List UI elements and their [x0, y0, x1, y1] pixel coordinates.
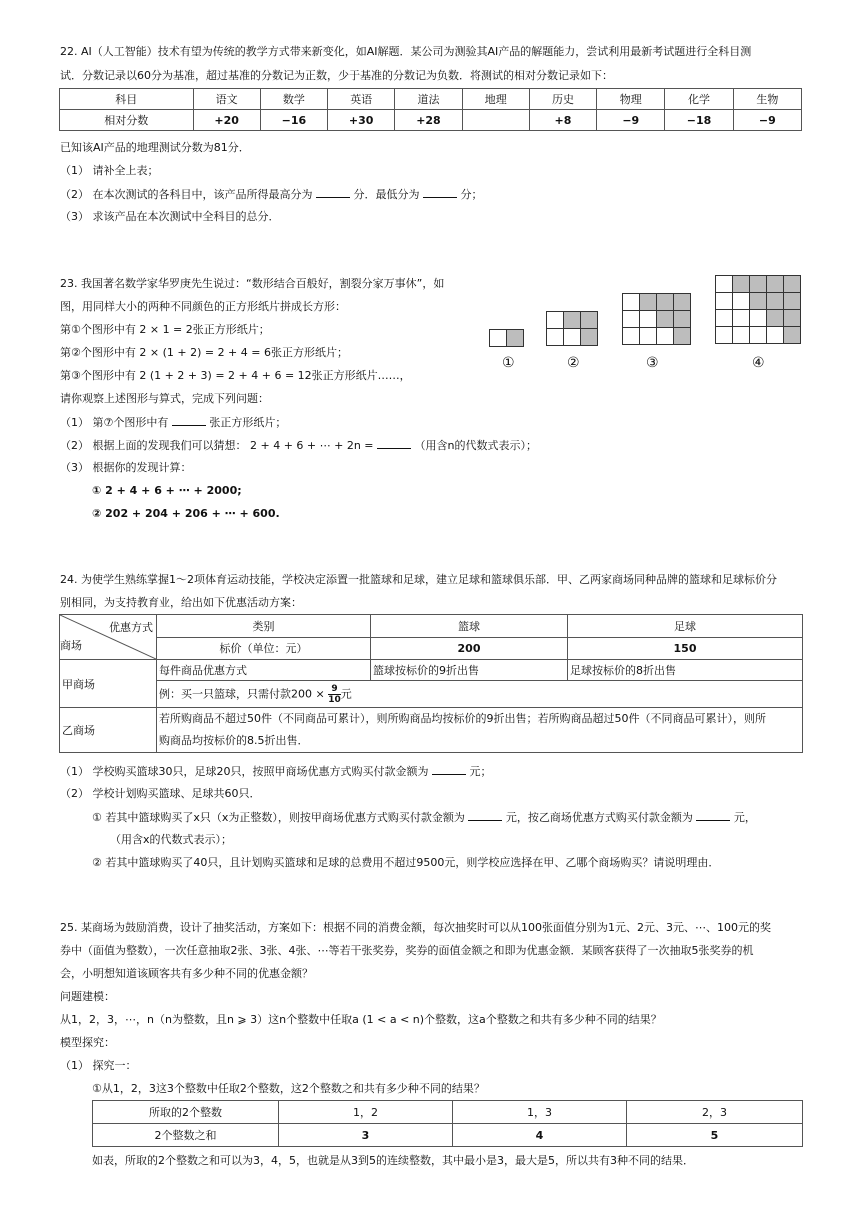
q23-part1-text-a: （1） 第⑦个图形中有 — [60, 416, 169, 429]
table-cell: +8 — [529, 110, 596, 131]
q25-stem-line2: 券中（面值为整数），一次任意抽取2张、3张、4张、⋯等若干张奖券，奖券的面值金额之和即为优惠金额．某顾客获得了一次抽取5张奖券的机 — [60, 944, 754, 957]
q22-known: 已知该AI产品的地理测试分数为81分． — [60, 141, 250, 154]
table-cell — [157, 708, 803, 753]
table-cell: 3 — [279, 1124, 453, 1147]
q24-sub1-text-c: 元， — [733, 811, 756, 824]
table-cell: +28 — [395, 110, 462, 131]
example-text: 例：买一只篮球，只需付款200 × — [159, 687, 325, 700]
table-cell — [157, 681, 803, 708]
table-cell: 生物 — [733, 89, 801, 110]
table-cell: 甲商场 — [60, 660, 157, 708]
q23-part1-text-b: 张正方形纸片； — [209, 416, 287, 429]
table-cell: 1，2 — [279, 1101, 453, 1124]
q22-part2-text-c: 分； — [460, 188, 483, 201]
q24-stem-line2: 别相同，为支持教育业，给出如下优惠活动方案： — [60, 596, 302, 609]
table-cell: 每件商品优惠方式 — [157, 660, 371, 681]
figure-label: ④ — [752, 355, 765, 371]
answer-blank[interactable] — [432, 763, 466, 775]
answer-blank[interactable] — [316, 186, 350, 198]
q25-stem-line1: 25. 某商场为鼓励消费，设计了抽奖活动，方案如下：根据不同的消费金额，每次抽奖时可以从100张面值分别为1元、2元、3元、⋯、100元的奖 — [60, 921, 771, 934]
answer-blank[interactable] — [423, 186, 457, 198]
fraction-numerator: 9 — [328, 684, 341, 695]
fraction-unit: 元 — [340, 687, 352, 700]
table-cell: 1，3 — [453, 1101, 627, 1124]
table-cell: 语文 — [193, 89, 260, 110]
table-header-row — [60, 89, 802, 110]
q24-part1-text-a: （1） 学校购买篮球30只，足球20只，按照甲商场优惠方式购买付款金额为 — [60, 765, 429, 778]
table-row — [93, 1124, 803, 1147]
q25-sub1: ①从1，2，3这3个整数中任取2个整数，这2个整数之和共有多少种不同的结果？ — [92, 1082, 485, 1095]
answer-blank[interactable] — [468, 809, 502, 821]
figure-label: ① — [502, 355, 515, 371]
q23-part3: （3） 根据你的发现计算： — [60, 461, 192, 474]
q22-part1: （1） 请补全上表； — [60, 164, 159, 177]
table-cell: 4 — [453, 1124, 627, 1147]
table-cell: 篮球 — [371, 615, 568, 638]
table-cell: 2，3 — [627, 1101, 803, 1124]
q25-explore-heading: 模型探究： — [60, 1036, 115, 1049]
answer-blank[interactable] — [696, 809, 730, 821]
fraction — [328, 684, 341, 705]
table-cell: 200 — [371, 637, 568, 660]
q24-sub1-note: （用含x的代数式表示）； — [110, 833, 233, 846]
q22-part2-text-b: 分．最低分为 — [353, 188, 420, 201]
q22-stem-line2: 试．分数记录以60分为基准，超过基准的分数记为正数，少于基准的分数记为负数．将测试的相对分数记录如下： — [60, 69, 613, 82]
table-cell: 地理 — [462, 89, 529, 110]
q22-stem-line1: 22. AI（人工智能）技术有望为传统的教学方式带来新变化，如AI解题．某公司为测验其AI产品的解题能力，尝试利用最新考试题进行全科目测 — [60, 45, 752, 58]
q23-calc-1: ① 2 + 4 + 6 + ⋯ + 2000; — [92, 484, 242, 497]
q23-formula-2: 第②个图形中有 2 × (1 + 2) = 2 + 4 = 6张正方形纸片； — [60, 346, 348, 359]
answer-blank[interactable] — [377, 437, 411, 449]
q22-part2-text-a: （2） 在本次测试的各科目中，该产品所得最高分为 — [60, 188, 313, 201]
yi-rule-line2: 购商品均按标价的8.5折出售． — [159, 734, 309, 747]
table-cell: 2个整数之和 — [93, 1124, 279, 1147]
q22-part3: （3） 求该产品在本次测试中全科目的总分． — [60, 210, 280, 223]
table-cell: 英语 — [328, 89, 395, 110]
table-cell: 标价（单位：元） — [157, 637, 371, 660]
table-cell: 足球按标价的8折出售 — [568, 660, 803, 681]
q23-part2 — [60, 437, 537, 454]
q24-sub1 — [92, 809, 756, 826]
q23-calc-2: ② 202 + 204 + 206 + ⋯ + 600. — [92, 507, 280, 520]
q23-formula-3: 第③个图形中有 2 (1 + 2 + 3) = 2 + 4 + 6 = 12张正方形纸片……， — [60, 369, 411, 382]
table-cell: 数学 — [260, 89, 327, 110]
q23-part2-text-b: （用含n的代数式表示）； — [414, 439, 537, 452]
q24-stem-line1: 24. 为使学生熟练掌握1～2项体育运动技能，学校决定添置一批篮球和足球，建立足球和篮球俱乐部．甲、乙两家商场同种品牌的篮球和足球标价分 — [60, 573, 777, 586]
q25-explanation: 如表，所取的2个整数之和可以为3，4，5，也就是从3到5的连续整数，其中最小是3，最大是5，所以共有3种不同的结果． — [92, 1154, 694, 1167]
answer-blank[interactable] — [172, 414, 206, 426]
q25-stem-line3: 会，小明想知道该顾客共有多少种不同的优惠金额？ — [60, 967, 313, 980]
q23-stem-line1: 23. 我国著名数学家华罗庚先生说过：“数形结合百般好，割裂分家万事休”，如 — [60, 277, 445, 290]
table-cell: 物理 — [597, 89, 665, 110]
q25-modeling-heading: 问题建模： — [60, 990, 115, 1003]
fraction-denominator: 10 — [328, 694, 341, 705]
figure-label: ② — [567, 355, 580, 371]
figure-label: ③ — [646, 355, 659, 371]
table-cell: +30 — [328, 110, 395, 131]
q23-part1 — [60, 414, 286, 431]
diag-bottom-label: 商场 — [60, 639, 82, 652]
q23-part2-text-a: （2） 根据上面的发现我们可以猜想： 2 + 4 + 6 + ⋯ + 2n = — [60, 439, 374, 452]
q22-score-table — [59, 88, 802, 131]
table-cell: 乙商场 — [60, 708, 157, 753]
table-cell: −18 — [665, 110, 733, 131]
q24-part1 — [60, 763, 492, 780]
table-cell: −9 — [733, 110, 801, 131]
table-cell: 相对分数 — [60, 110, 194, 131]
q22-part2 — [60, 186, 483, 203]
table-cell: 历史 — [529, 89, 596, 110]
table-cell: 篮球按标价的9折出售 — [371, 660, 568, 681]
table-row — [60, 110, 802, 131]
table-cell: 150 — [568, 637, 803, 660]
table-cell: −16 — [260, 110, 327, 131]
table-cell: 5 — [627, 1124, 803, 1147]
q24-part1-text-b: 元； — [469, 765, 492, 778]
table-cell: 科目 — [60, 89, 194, 110]
q24-sub1-text-a: ① 若其中篮球购买了x只（x为正整数），则按甲商场优惠方式购买付款金额为 — [92, 811, 465, 824]
q24-sub1-text-b: 元，按乙商场优惠方式购买付款金额为 — [505, 811, 693, 824]
yi-rule-line1: 若所购商品不超过50件（不同商品可累计），则所购商品均按标价的9折出售；若所购商品超过50件（不同商品可累计），则所 — [159, 712, 766, 725]
q24-sub2: ② 若其中篮球购买了40只，且计划购买篮球和足球的总费用不超过9500元，则学校应选择在甲、乙哪个商场购买？请说明理由． — [92, 856, 720, 869]
q25-model-statement: 从1，2，3，⋯，n（n为整数，且n ⩾ 3）这n个整数中任取a (1 < a < n)个整数，这a个整数之和共有多少种不同的结果？ — [60, 1013, 662, 1026]
table-cell — [462, 110, 529, 131]
q25-sum-table — [92, 1100, 803, 1147]
table-cell: +20 — [193, 110, 260, 131]
table-cell: 类别 — [157, 615, 371, 638]
table-row — [93, 1101, 803, 1124]
q23-stem-line2: 图，用同样大小的两种不同颜色的正方形纸片拼成长方形： — [60, 300, 346, 313]
table-cell: 足球 — [568, 615, 803, 638]
q25-part1: （1） 探究一： — [60, 1059, 137, 1072]
table-cell: 化学 — [665, 89, 733, 110]
table-cell: −9 — [597, 110, 665, 131]
q23-formula-1: 第①个图形中有 2 × 1 = 2张正方形纸片； — [60, 323, 270, 336]
table-cell: 所取的2个整数 — [93, 1101, 279, 1124]
diagonal-header-cell — [60, 615, 157, 660]
q24-discount-table — [59, 614, 803, 753]
q23-instruction: 请你观察上述图形与算式，完成下列问题： — [60, 392, 269, 405]
diag-top-label: 优惠方式 — [109, 621, 153, 634]
table-cell: 道法 — [395, 89, 462, 110]
q24-part2: （2） 学校计划购买篮球、足球共60只． — [60, 787, 261, 800]
